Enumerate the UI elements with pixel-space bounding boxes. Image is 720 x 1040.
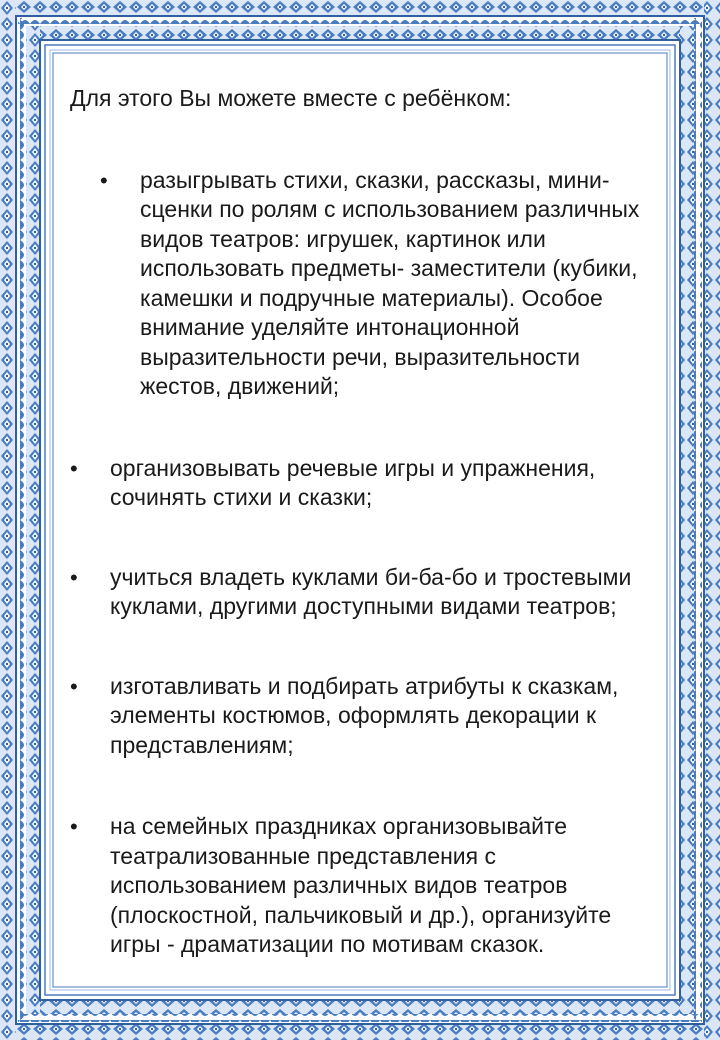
list-item-text: разыгрывать стихи, сказки, рассказы, мини-сценки по ролям с использованием различных видов театров: игрушек, картинок или использовать предметы- заместители (кубики, камешки и подручные материалы). Особое внимание уделяйте интонационной выразительности речи, выразительности жестов, движений; <box>140 166 640 399</box>
list-item <box>70 166 660 402</box>
list-item-text: учиться владеть куклами би-ба-бо и тростевыми куклами, другими доступными видами театров; <box>110 563 632 619</box>
list-item-text: на семейных праздниках организовывайте театрализованные представления с использованием различных видов театров (плоскостной, пальчиковый и др.), организуйте игры - драматизации по мотивам сказок. <box>110 813 612 957</box>
list-item <box>70 454 660 513</box>
intro-text: Для этого Вы можете вместе с ребёнком: <box>70 85 512 111</box>
bullet-icon: • <box>70 564 78 590</box>
list-item <box>70 812 660 960</box>
bullet-icon: • <box>70 814 78 839</box>
list-item-text: изготавливать и подбирать атрибуты к сказкам, элементы костюмов, оформлять декорации к представлениям; <box>110 672 619 758</box>
list-item-text: организовывать речевые игры и упражнения, сочинять стихи и сказки; <box>110 454 596 510</box>
list-item <box>70 563 660 622</box>
document-body <box>70 80 660 960</box>
bullet-icon: • <box>100 167 108 193</box>
advice-list <box>70 166 660 960</box>
bullet-icon: • <box>70 455 78 481</box>
bullet-icon: • <box>70 673 78 699</box>
list-item <box>70 672 660 761</box>
